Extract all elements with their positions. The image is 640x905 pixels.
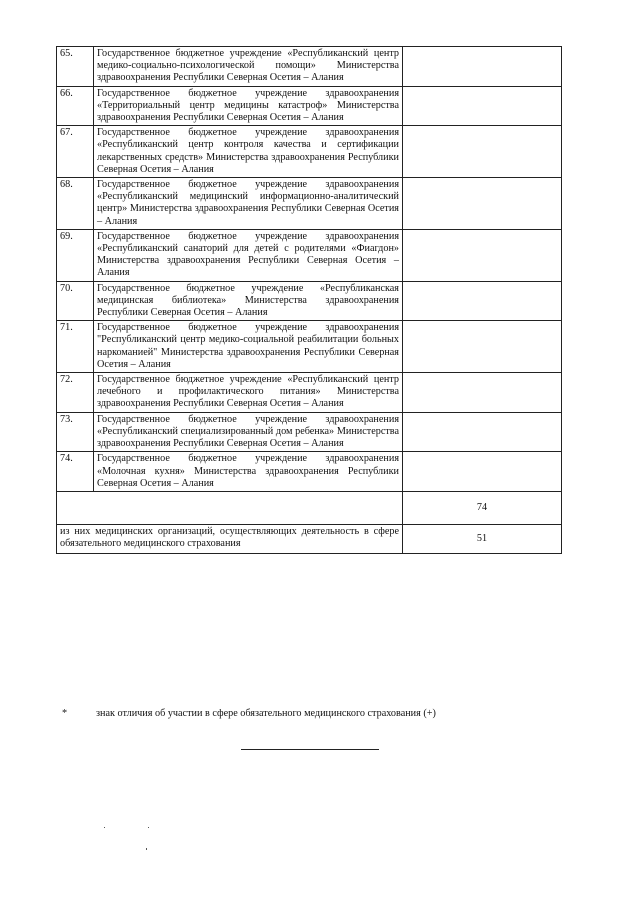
footnote-mark: * <box>62 708 68 719</box>
oms-mark <box>403 86 562 126</box>
row-number: 67. <box>57 126 94 178</box>
oms-mark <box>403 281 562 321</box>
table-row <box>57 281 562 321</box>
organization-name: Государственное бюджетное учреждение «Республиканский центр медико-социально-психологической помощи» Министерства здравоохранения Республики Северная Осетия – Алания <box>94 47 403 87</box>
row-number: 66. <box>57 86 94 126</box>
table-row <box>57 86 562 126</box>
row-number: 72. <box>57 373 94 413</box>
table-row <box>57 373 562 413</box>
organization-name: Государственное бюджетное учреждение здравоохранения «Республиканский специализированный дом ребенка» Министерства здравоохранения Республики Северная Осетия – Алания <box>94 412 403 452</box>
organization-name: Государственное бюджетное учреждение здравоохранения «Республиканский санаторий для детей с родителями «Фиагдон» Министерства здравоохранения Республики Северная Осетия – Алания <box>94 229 403 281</box>
organization-name: Государственное бюджетное учреждение здравоохранения "Республиканский центр медико-социальной реабилитации больных наркоманией" Министерства здравоохранения Республики Северная Осетия – Алания <box>94 321 403 373</box>
row-number: 70. <box>57 281 94 321</box>
organization-name: Государственное бюджетное учреждение здравоохранения «Республиканский медицинский информационно-аналитический центр» Министерства здравоохранения Республики Северная Осетия – Алания <box>94 178 403 230</box>
row-number: 69. <box>57 229 94 281</box>
oms-mark <box>403 126 562 178</box>
organizations-table <box>56 46 562 554</box>
scan-speck <box>146 848 147 850</box>
oms-mark <box>403 373 562 413</box>
oms-mark <box>403 47 562 87</box>
organization-name: Государственное бюджетное учреждение здравоохранения «Молочная кухня» Министерства здравоохранения Республики Северная Осетия – Алания <box>94 452 403 492</box>
oms-value: 51 <box>403 524 562 553</box>
organization-name: Государственное бюджетное учреждение здравоохранения «Республиканский центр контроля качества и сертификации лекарственных средств» Министерства здравоохранения Республики Северная Осетия – Алания <box>94 126 403 178</box>
table-row <box>57 47 562 87</box>
oms-label: из них медицинских организаций, осуществляющих деятельность в сфере обязательного медицинского страхования <box>57 524 403 553</box>
row-number: 71. <box>57 321 94 373</box>
total-label <box>57 491 403 524</box>
total-value: 74 <box>403 491 562 524</box>
table-row <box>57 452 562 492</box>
table-row <box>57 126 562 178</box>
oms-mark <box>403 229 562 281</box>
oms-mark <box>403 321 562 373</box>
table-body <box>57 47 562 492</box>
row-number: 65. <box>57 47 94 87</box>
table-row <box>57 178 562 230</box>
table-row <box>57 321 562 373</box>
oms-mark <box>403 178 562 230</box>
organization-name: Государственное бюджетное учреждение «Республиканская медицинская библиотека» Министерства здравоохранения Республики Северная Осетия – Алания <box>94 281 403 321</box>
row-number: 73. <box>57 412 94 452</box>
oms-row <box>57 524 562 553</box>
signature-line <box>241 749 379 750</box>
row-number: 74. <box>57 452 94 492</box>
table-row <box>57 412 562 452</box>
oms-mark <box>403 452 562 492</box>
organization-name: Государственное бюджетное учреждение «Республиканский центр лечебного и профилактического питания» Министерства здравоохранения Республики Северная Осетия – Алания <box>94 373 403 413</box>
organization-name: Государственное бюджетное учреждение здравоохранения «Территориальный центр медицины катастроф» Министерства здравоохранения Республики Северная Осетия – Алания <box>94 86 403 126</box>
oms-mark <box>403 412 562 452</box>
table-row <box>57 229 562 281</box>
footnote-text: знак отличия об участии в сфере обязательного медицинского страхования (+) <box>96 708 436 719</box>
scan-speck <box>148 827 149 828</box>
scan-speck <box>104 827 105 828</box>
total-row <box>57 491 562 524</box>
row-number: 68. <box>57 178 94 230</box>
